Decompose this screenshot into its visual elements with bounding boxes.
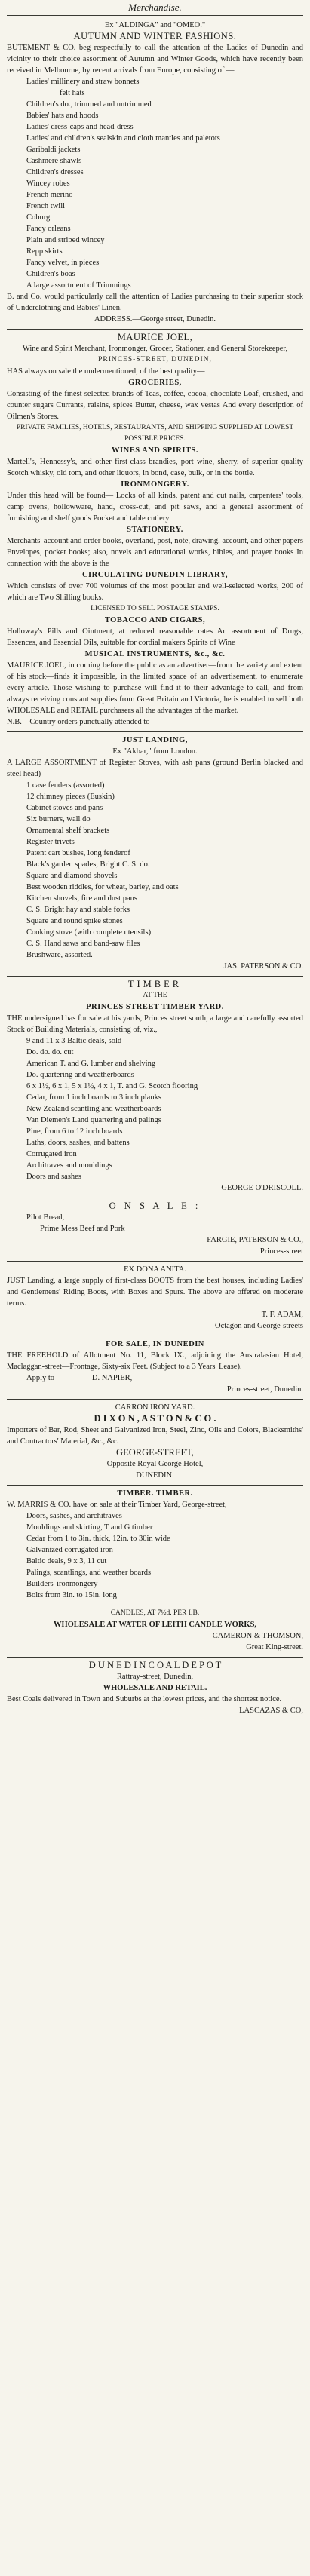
list-item: Plain and striped wincey bbox=[26, 236, 105, 244]
list-item: Do. do. do. cut bbox=[26, 1048, 74, 1056]
list-item: Black's garden spades, Bright C. S. do. bbox=[26, 860, 150, 869]
ad-joel-licensed: LICENSED TO SELL POSTAGE STAMPS. bbox=[91, 605, 219, 612]
ad-landing-sign: JAS. PATERSON & CO. bbox=[223, 962, 303, 971]
ad-on-sale bbox=[7, 1198, 303, 1262]
list-item: Ladies' millinery and straw bonnets bbox=[26, 78, 140, 86]
list-item: 9 and 11 x 3 Baltic deals, sold bbox=[26, 1037, 122, 1045]
list-item: Cedar, from 1 inch boards to 3 inch planks bbox=[26, 1093, 161, 1102]
ad-marris-items bbox=[7, 1510, 303, 1601]
list-item: Repp skirts bbox=[26, 247, 63, 256]
ad-coal-sub: WHOLESALE AND RETAIL. bbox=[103, 1684, 207, 1692]
list-item: felt hats bbox=[60, 89, 85, 97]
list-item: Kitchen shovels, fire and dust pans bbox=[26, 894, 137, 903]
ad-joel-trade: Wine and Spirit Merchant, Ironmonger, Grocer, Stationer, and General Storekeeper, bbox=[22, 345, 288, 353]
ad-joel-wines: Martell's, Hennessy's, and other first-class brandies, port wine, sherry, of superior quality Scotch whisky, old tom, and other liquors, in bond, case, bulk, or in the bottle. bbox=[7, 458, 303, 477]
ad-onsale-addr: Princes-street bbox=[259, 1247, 303, 1256]
ad-for-sale bbox=[7, 1336, 303, 1400]
list-item: Doors, sashes, and architraves bbox=[26, 1512, 122, 1520]
ad-anita-body: JUST Landing, a large supply of first-class BOOTS from the best houses, including Ladies' and Gentlemens' Riding Boots, with Boxes and Spurs. The above are offered on moderate terms. bbox=[7, 1277, 303, 1308]
ad-just-landing bbox=[7, 732, 303, 977]
ad-joel-tobacco: Holloway's Pills and Ointment, at reduced reasonable rates An assortment of Drugs, Essences, and Essential Oils, suitable for cordial makers Spirits of Wine bbox=[7, 627, 303, 647]
ad-carron-street: GEORGE-STREET, bbox=[116, 1447, 194, 1458]
list-item: Bolts from 3in. to 15in. long bbox=[26, 1591, 117, 1599]
list-item: Patent cart bushes, long fenderof bbox=[26, 849, 130, 857]
list-item: Corrugated iron bbox=[26, 1150, 77, 1158]
ad-marris-head: TIMBER. TIMBER. bbox=[117, 1489, 193, 1498]
ad-butement bbox=[7, 17, 303, 330]
ad-timber-sign: GEORGE O'DRISCOLL. bbox=[221, 1184, 303, 1192]
ad-joel-library: Which consists of over 700 volumes of the most popular and well-selected works, 200 of which are Two Shilling books. bbox=[7, 582, 303, 602]
ad-carron-firm: D I X O N , A S T O N & C O . bbox=[94, 1413, 216, 1424]
list-item: Baltic deals, 9 x 3, 11 cut bbox=[26, 1557, 107, 1566]
ad-butement-intro: BUTEMENT & CO. beg respectfully to call the attention of the Ladies of Dunedin and vicinity to their choice assortment of Autumn and Winter Goods, which have recently been received in Melbourne, by recent arrivals from Europe, consisting of — bbox=[7, 44, 303, 75]
ad-anita-head: EX DONA ANITA. bbox=[124, 1265, 186, 1274]
ad-butement-address: ADDRESS.—George street, Dunedin. bbox=[94, 315, 216, 324]
list-item: A large assortment of Trimmings bbox=[26, 281, 131, 290]
list-item: Cabinet stoves and pans bbox=[26, 804, 103, 812]
list-item: Galvanized corrugated iron bbox=[26, 1546, 113, 1554]
ad-butement-closing: B. and Co. would particularly call the attention of Ladies purchasing to their superior stock of Underclothing and Babies' Linen. bbox=[7, 293, 303, 312]
list-item: Square and round spike stones bbox=[26, 917, 123, 925]
list-item: Fancy velvet, in pieces bbox=[26, 259, 100, 267]
ad-timber-items bbox=[7, 1035, 303, 1182]
ad-joel-music-head: MUSICAL INSTRUMENTS, &c., &c. bbox=[84, 650, 226, 658]
list-item: Builders' ironmongery bbox=[26, 1580, 98, 1588]
ad-forsale-apply bbox=[7, 1372, 303, 1384]
list-item: Wincey robes bbox=[26, 179, 70, 188]
list-item: Babies' hats and hoods bbox=[26, 112, 99, 120]
ad-candles-addr: Great King-street. bbox=[246, 1643, 303, 1651]
list-item: Doors and sashes bbox=[26, 1173, 81, 1181]
list-item: 1 case fenders (assorted) bbox=[26, 781, 105, 790]
ad-forsale-addr: Princes-street, Dunedin. bbox=[226, 1385, 303, 1394]
list-item: Prime Mess Beef and Pork bbox=[40, 1225, 125, 1233]
list-item: Pine, from 6 to 12 inch boards bbox=[26, 1127, 123, 1136]
ad-joel-tobacco-head: TOBACCO AND CIGARS, bbox=[104, 616, 206, 624]
list-item: Cedar from 1 to 3in. thick, 12in. to 30in wide bbox=[26, 1535, 170, 1543]
ad-coal-body: Best Coals delivered in Town and Suburbs at the lowest prices, and the shortest notice. bbox=[7, 1695, 282, 1704]
list-item: Six burners, wall do bbox=[26, 815, 91, 823]
ad-dona-anita bbox=[7, 1262, 303, 1336]
list-item: Ladies' and children's sealskin and cloth mantles and paletots bbox=[26, 134, 220, 143]
list-item: Architraves and mouldings bbox=[26, 1161, 112, 1170]
ad-maurice-joel bbox=[7, 330, 303, 732]
ad-onsale-sign: FARGIE, PATERSON & CO., bbox=[207, 1236, 303, 1244]
ad-coal-head: D U N E D I N C O A L D E P O T bbox=[88, 1660, 222, 1670]
ad-timber-top: TIMBER bbox=[127, 979, 183, 989]
ad-carron-head: CARRON IRON YARD. bbox=[115, 1403, 195, 1412]
ad-timber-yard bbox=[7, 977, 303, 1198]
ad-joel-street: PRINCES-STREET, DUNEDIN, bbox=[98, 356, 212, 363]
ad-anita-addr: Octagon and George-streets bbox=[214, 1322, 303, 1330]
ad-joel-groceries-head: GROCERIES, bbox=[128, 379, 182, 387]
ad-joel-closing: MAURICE JOEL, in coming before the public as an advertiser—from the variety and extent of his stock—finds it impossible, in the limited space of an advertisement, to enumerate every article. Those wishing to purchase will find it to their advantage to call, and from always receiving constant supplies from Great Britain and Victoria, he is enabled to sell both WHOLESALE and RETAIL purchasers all the advantages of the market. bbox=[7, 661, 303, 715]
ad-timber-head: PRINCES STREET TIMBER YARD. bbox=[86, 1003, 224, 1011]
list-item: New Zealand scantling and weatherboards bbox=[26, 1105, 161, 1113]
ad-butement-items bbox=[7, 76, 303, 291]
ad-carron-body: Importers of Bar, Rod, Sheet and Galvanized Iron, Steel, Zinc, Oils and Colors, Blacksmiths' and Contractors' Material, &c., &c. bbox=[7, 1426, 303, 1446]
ad-landing-sub: Ex "Akbar," from London. bbox=[112, 747, 198, 756]
ad-candles-line: WHOLESALE AT WATER OF LEITH CANDLE WORKS, bbox=[53, 1621, 257, 1629]
ad-joel-wines-head: WINES AND SPIRITS. bbox=[112, 446, 198, 455]
list-item: Garibaldi jackets bbox=[26, 146, 81, 154]
list-item: Ladies' dress-caps and head-dress bbox=[26, 123, 134, 131]
list-item: French twill bbox=[26, 202, 66, 210]
list-item: Fancy orleans bbox=[26, 225, 71, 233]
list-item: Van Diemen's Land quartering and palings bbox=[26, 1116, 161, 1124]
list-item: Laths, doors, sashes, and battens bbox=[26, 1139, 130, 1147]
ad-coal-street: Rattray-street, Dunedin, bbox=[116, 1673, 194, 1681]
ad-landing-head: JUST LANDING, bbox=[122, 736, 188, 744]
ad-coal-sign: LASCAZAS & CO, bbox=[239, 1707, 303, 1715]
ad-onsale-head: O N S A L E : bbox=[109, 1201, 201, 1211]
ad-joel-stat-head: STATIONERY. bbox=[127, 526, 183, 534]
ad-timber-at: AT THE bbox=[143, 992, 167, 999]
ad-joel-groceries: Consisting of the finest selected brands of Teas, coffee, cocoa, chocolate Loaf, crushed, and counter sugars Currants, raisins, spices Butter, cheese, wax vestas And every description of Oilmen's Stores. bbox=[7, 390, 303, 421]
list-item: Do. quartering and weatherboards bbox=[26, 1071, 134, 1079]
ad-butement-title: AUTUMN AND WINTER FASHIONS. bbox=[73, 31, 237, 41]
ad-joel-name: MAURICE JOEL, bbox=[117, 332, 193, 342]
ad-joel-stat: Merchants' account and order books, overland, post, note, drawing, account, and other papers Envelopes, pocket books; also, novels and educational works, bibles, and prayer books In connection with the above is the bbox=[7, 537, 303, 568]
list-item: Children's boas bbox=[26, 270, 75, 278]
list-item: C. S. Hand saws and band-saw files bbox=[26, 940, 140, 948]
ad-anita-sign: T. F. ADAM, bbox=[261, 1311, 303, 1319]
ad-carron-opp: Opposite Royal George Hotel, bbox=[106, 1460, 204, 1468]
ad-candles-head: CANDLES, AT 7½d. PER LB. bbox=[110, 1609, 200, 1617]
section-header: Merchandise. bbox=[7, 2, 303, 16]
ad-butement-ship: Ex "ALDINGA" and "OMEO." bbox=[104, 21, 206, 29]
ad-joel-intro: HAS always on sale the undermentioned, of the best quality— bbox=[7, 367, 205, 376]
list-item: Best wooden riddles, for wheat, barley, and oats bbox=[26, 883, 179, 891]
list-item: American T. and G. lumber and shelving bbox=[26, 1060, 156, 1068]
ad-carron bbox=[7, 1400, 303, 1486]
list-item: Children's dresses bbox=[26, 168, 84, 176]
list-item: C. S. Bright hay and stable forks bbox=[26, 906, 130, 914]
ad-marris-timber bbox=[7, 1486, 303, 1605]
ad-forsale-head: FOR SALE, IN DUNEDIN bbox=[106, 1340, 204, 1348]
list-item: Pilot Bread, bbox=[26, 1213, 65, 1222]
ad-forsale-apply-label: Apply to bbox=[26, 1374, 55, 1382]
list-item: Children's do., trimmed and untrimmed bbox=[26, 100, 152, 109]
ad-forsale-body: THE FREEHOLD of Allotment No. 11, Block IX., adjoining the Australasian Hotel, Maclaggan-street—Frontage, Sixty-six Feet. (Subject to a 3 Years' Lease). bbox=[7, 1351, 303, 1371]
ad-joel-iron-head: IRONMONGERY. bbox=[121, 480, 189, 489]
list-item: Coburg bbox=[26, 213, 51, 222]
ad-coal-depot bbox=[7, 1658, 303, 1720]
list-item: Mouldings and skirting, T and G timber bbox=[26, 1523, 153, 1532]
ad-forsale-name: D. NAPIER, bbox=[91, 1374, 133, 1382]
list-item: Brushware, assorted. bbox=[26, 951, 93, 959]
list-item: 6 x 1½, 6 x 1, 5 x 1½, 4 x 1, T. and G. Scotch flooring bbox=[26, 1082, 198, 1090]
ad-joel-nb: N.B.—Country orders punctually attended to bbox=[7, 718, 150, 726]
ad-landing-items bbox=[7, 780, 303, 961]
ad-carron-city: DUNEDIN. bbox=[136, 1471, 174, 1480]
list-item: Palings, scantlings, and weather boards bbox=[26, 1569, 152, 1577]
list-item: Register trivets bbox=[26, 838, 75, 846]
ad-candles bbox=[7, 1605, 303, 1658]
list-item: Cashmere shawls bbox=[26, 157, 82, 165]
list-item: Ornamental shelf brackets bbox=[26, 826, 110, 835]
list-item: Square and diamond shovels bbox=[26, 872, 118, 880]
list-item: Cooking stove (with complete utensils) bbox=[26, 928, 152, 937]
ad-marris-intro: W. MARRIS & CO. have on sale at their Timber Yard, George-street, bbox=[7, 1501, 227, 1509]
ad-joel-iron: Under this head will be found— Locks of all kinds, patent and cut nails, carpenters' tools, camp ovens, hollowware, hand, cross-cut, and pit saws, and a general assortment of furnishing and shelf goods Pocket and table cutlery bbox=[7, 492, 303, 523]
ad-landing-intro: A LARGE ASSORTMENT of Register Stoves, with ash pans (ground Berlin blacked and steel head) bbox=[7, 759, 303, 778]
list-item: 12 chimney pieces (Euskin) bbox=[26, 793, 115, 801]
ad-candles-sign: CAMERON & THOMSON, bbox=[212, 1632, 303, 1640]
list-item: French merino bbox=[26, 191, 73, 199]
ad-joel-families: PRIVATE FAMILIES, HOTELS, RESTAURANTS, AND SHIPPING SUPPLIED AT LOWEST POSSIBLE PRICES. bbox=[16, 424, 294, 443]
ad-joel-library-head: CIRCULATING DUNEDIN LIBRARY, bbox=[81, 571, 229, 579]
ad-timber-intro: THE undersigned has for sale at his yards, Princes street south, a large and carefully assorted Stock of Building Materials, consisting of, viz., bbox=[7, 1014, 303, 1034]
